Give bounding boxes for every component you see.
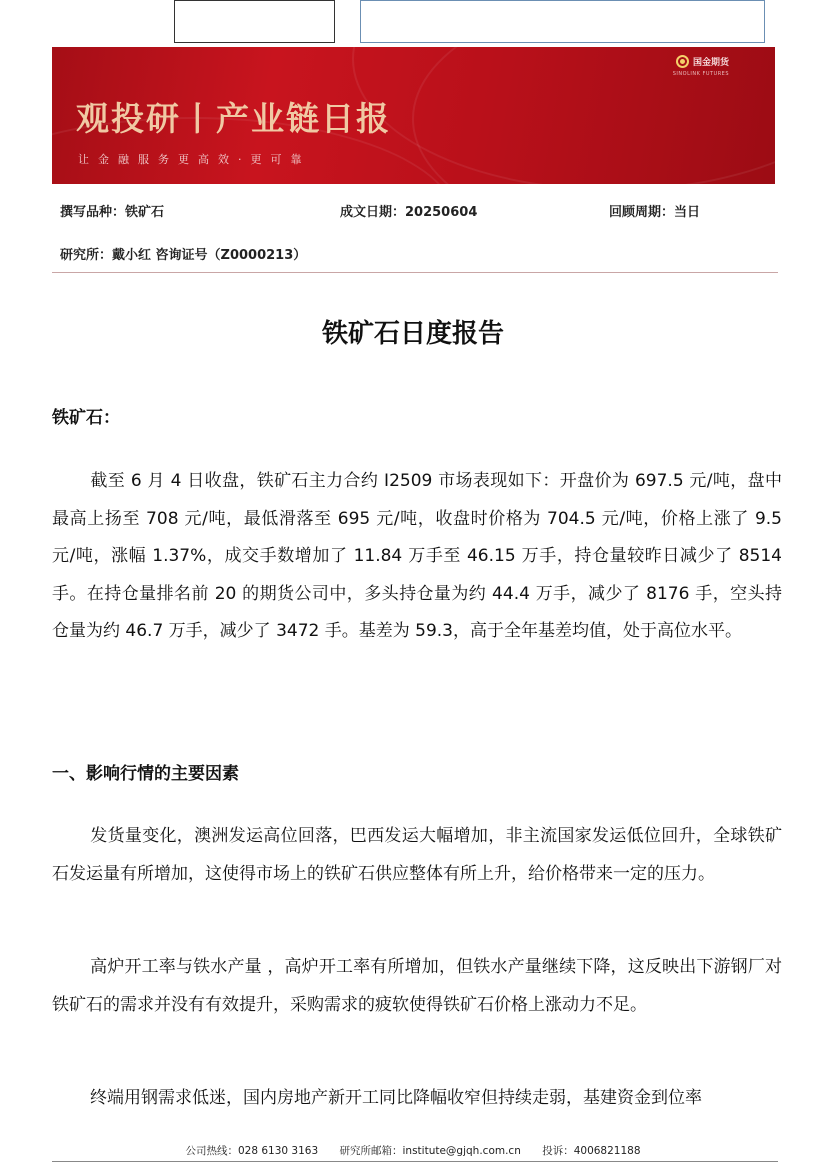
market-summary-text: 截至 6 月 4 日收盘，铁矿石主力合约 I2509 市场表现如下：开盘价为 697.5 元/吨，盘中最高上扬至 708 元/吨，最低滑落至 695 元/吨，收盘时价格为 704.5 元/吨，价格上涨了 9.5 元/吨，涨幅 1.37%，成交手数增加了 11.84 万手至 46.15 万手，持仓量较昨日减少了 8514 手。在持仓量排名前 20 的期货公司中，多头持仓量为约 44.4 万手，减少了 8176 手，空头持仓量为约 46.7 万手，减少了 3472 手。基差为 59.3，高于全年基差均值，处于高位水平。 <box>52 471 782 641</box>
banner-title: 观投研丨产业链日报 <box>76 99 391 138</box>
logo-icon <box>676 55 689 68</box>
company-logo <box>672 55 729 77</box>
section-heading-factors: 一、影响行情的主要因素 <box>52 764 239 784</box>
meta-variety: 撰写品种：铁矿石 <box>60 205 165 220</box>
document-title: 铁矿石日度报告 <box>321 319 504 349</box>
section-heading-iron-ore: 铁矿石： <box>52 408 120 428</box>
meta-period: 回顾周期：当日 <box>609 205 701 220</box>
report-banner <box>52 47 775 184</box>
meta-researcher: 研究所：戴小红 咨询证号（Z0000213） <box>60 248 307 263</box>
footer-complaint: 投诉：4006821188 <box>542 1145 641 1157</box>
factor-blast-furnace-paragraph <box>52 949 782 1024</box>
market-summary-paragraph <box>52 463 782 651</box>
factor-demand-paragraph <box>52 1080 782 1118</box>
banner-subtitle: 让金融服务更高效·更可靠 <box>78 153 311 166</box>
factor-blast-furnace-text: 高炉开工率与铁水产量 ，高炉开工率有所增加，但铁水产量继续下降，这反映出下游钢厂对铁矿石的需求并没有有效提升，采购需求的疲软使得铁矿石价格上涨动力不足。 <box>52 957 782 1015</box>
footer-hotline: 公司热线：028 6130 3163 <box>185 1145 319 1157</box>
header-box-left <box>174 0 335 43</box>
footer-divider <box>52 1161 778 1162</box>
logo-name: 国金期货 <box>692 58 729 68</box>
header-box-right <box>360 0 765 43</box>
meta-date: 成文日期：20250604 <box>340 205 478 220</box>
logo-english-name: SINOLINK FUTURES <box>672 71 729 77</box>
factor-shipment-paragraph <box>52 818 782 893</box>
header-divider <box>52 272 778 273</box>
footer-email: 研究所邮箱：institute@gjqh.com.cn <box>339 1145 521 1157</box>
factor-demand-text: 终端用钢需求低迷，国内房地产新开工同比降幅收窄但持续走弱，基建资金到位率 <box>90 1088 702 1108</box>
factor-shipment-text: 发货量变化，澳洲发运高位回落，巴西发运大幅增加，非主流国家发运低位回升，全球铁矿石发运量有所增加，这使得市场上的铁矿石供应整体有所上升，给价格带来一定的压力。 <box>52 826 782 884</box>
page-footer <box>0 1143 826 1158</box>
